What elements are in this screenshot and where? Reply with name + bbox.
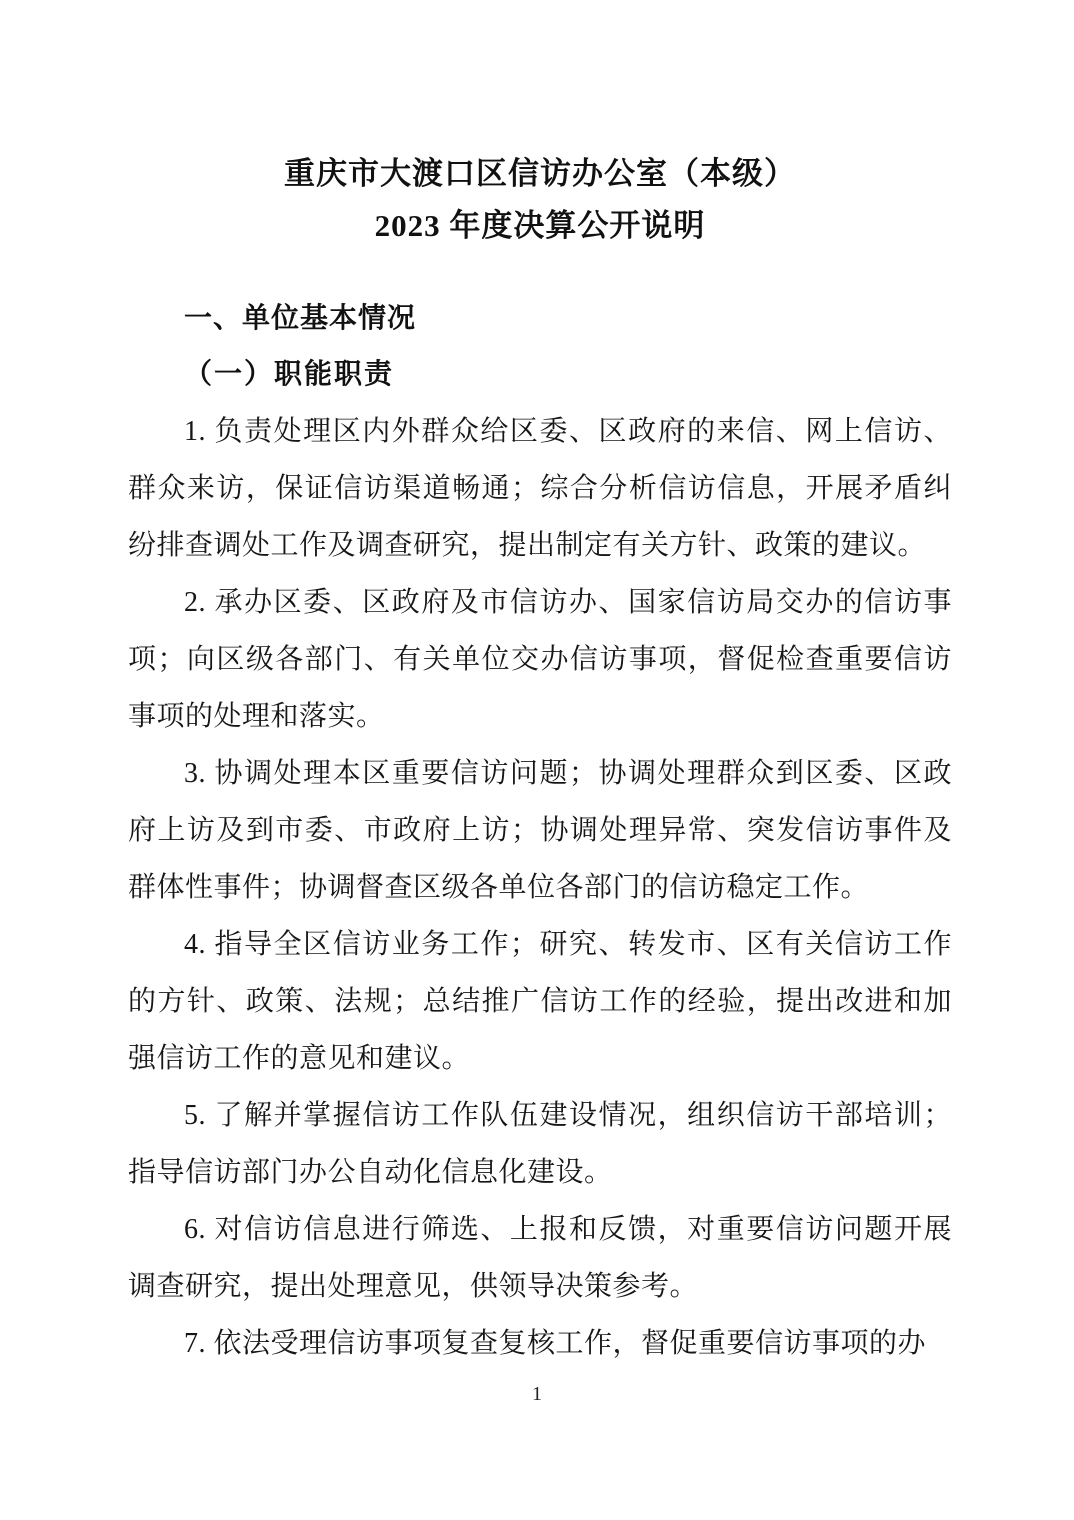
- paragraph-duty-1: 1. 负责处理区内外群众给区委、区政府的来信、网上信访、群众来访，保证信访渠道畅通；综合分析信访信息，开展矛盾纠纷排查调处工作及调查研究，提出制定有关方针、政策的建议。: [128, 416, 952, 561]
- subsection-heading-duties: （一）职能职责: [184, 359, 395, 390]
- paragraph-duty-7: 7. 依法受理信访事项复查复核工作，督促重要信访事项的办: [184, 1328, 927, 1359]
- paragraph-duty-5: 5. 了解并掌握信访工作队伍建设情况，组织信访干部培训；指导信访部门办公自动化信息化建设。: [128, 1100, 952, 1188]
- paragraph-duty-6: 6. 对信访信息进行筛选、上报和反馈，对重要信访问题开展调查研究，提出处理意见，供领导决策参考。: [128, 1214, 952, 1302]
- document-body: [128, 148, 952, 1372]
- document-title-line2: 2023 年度决算公开说明: [374, 208, 706, 243]
- paragraph-duty-2: 2. 承办区委、区政府及市信访办、国家信访局交办的信访事项；向区级各部门、有关单位交办信访事项，督促检查重要信访事项的处理和落实。: [128, 587, 952, 732]
- paragraph-duty-3: 3. 协调处理本区重要信访问题；协调处理群众到区委、区政府上访及到市委、市政府上访；协调处理异常、突发信访事件及群体性事件；协调督查区级各单位各部门的信访稳定工作。: [128, 758, 952, 903]
- document-title-line1: 重庆市大渡口区信访办公室（本级）: [284, 156, 796, 191]
- paragraph-duty-4: 4. 指导全区信访业务工作；研究、转发市、区有关信访工作的方针、政策、法规；总结推广信访工作的经验，提出改进和加强信访工作的意见和建议。: [128, 929, 952, 1074]
- page-number: 1: [532, 1383, 542, 1405]
- section-heading-unit-basic-info: 一、单位基本情况: [184, 302, 417, 333]
